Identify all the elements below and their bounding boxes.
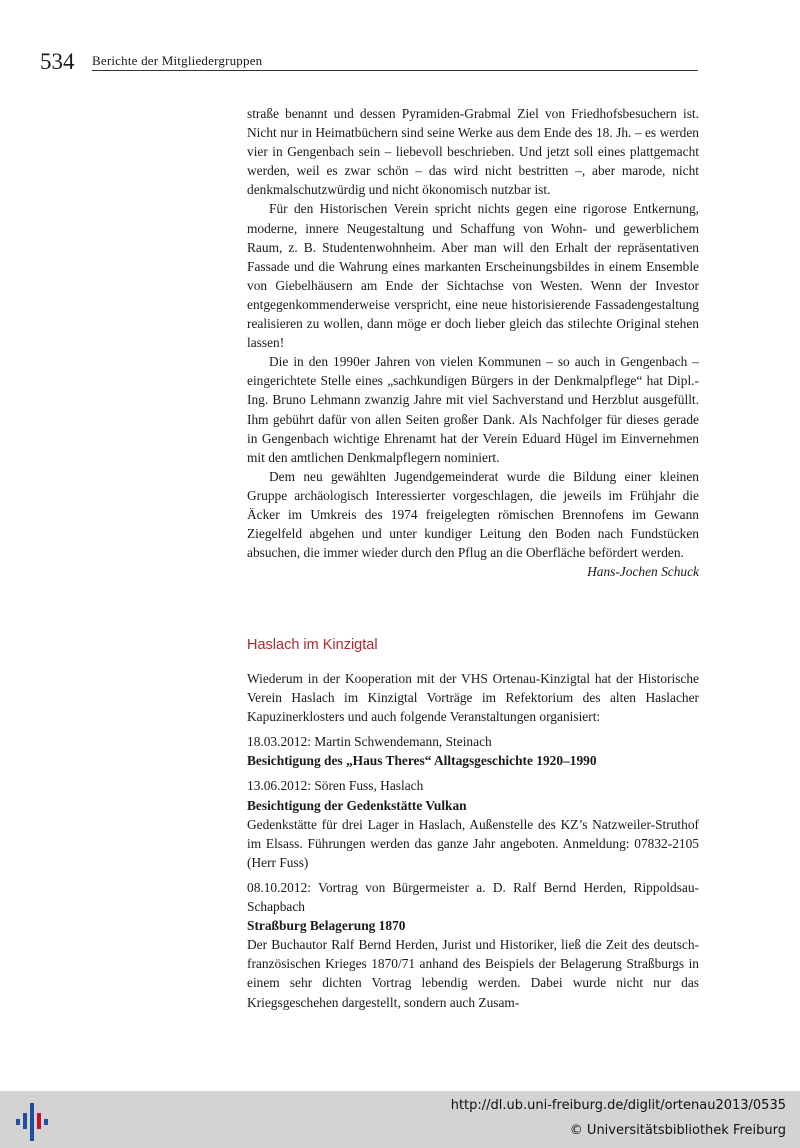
- event-title: Besichtigung des „Haus Theres“ Alltagsgeschichte 1920–1990: [247, 753, 597, 769]
- page-number: 534: [40, 49, 75, 74]
- event-entry: [247, 878, 699, 1012]
- paragraph-text: Dem neu gewählten Jugendgemeinderat wurde die Bildung einer kleinen Gruppe archäologisch Interessierter vorgeschlagen, die jeweils im Frühjahr die Äcker im Umkreis des 1974 freigelegten römischen Brennofens im Gewann Ziegelfeld abgehen und unter kundiger Leitung den Boden nach Fundstücken absuchen, die immer wieder durch den Pflug an die Oberfläche befördert werden.: [247, 468, 699, 561]
- event-title: Straßburg Belagerung 1870: [247, 918, 406, 934]
- event-entry: [247, 732, 699, 770]
- paragraph: Die in den 1990er Jahren von vielen Kommunen – so auch in Gengenbach – eingerichtete Stelle eines „sachkundigen Bürgers in der Denkmalpflege“ hat Dipl.-Ing. Bruno Lehmann zwanzig Jahre mit viel Sachverstand und Herzblut ausgefüllt. Ihm gebührt dafür von allen Seiten großer Dank. Als Nachfolger für dieses gerade in Gengenbach wichtige Ehrenamt hat der Verein Eduard Hügel im Einvernehmen mit den amtlichen Denkmalpflegern nominiert.: [247, 354, 699, 465]
- event-description: Der Buchautor Ralf Bernd Herden, Jurist und Historiker, ließ die Zeit des deutsch-französischen Krieges 1870/71 anhand des Beispiels der Belagerung Straßburgs in einem sehr dichten Vortrag lebendig werden. Dabei wurde nicht nur das Kriegsgeschehen dargestellt, sondern auch Zusam-: [247, 937, 699, 1010]
- header-rule: [92, 70, 698, 71]
- source-url-link[interactable]: http://dl.ub.uni-freiburg.de/diglit/ortenau2013/0535: [450, 1098, 786, 1113]
- event-title: Besichtigung der Gedenkstätte Vulkan: [247, 797, 467, 813]
- footer-bar: [0, 1091, 800, 1148]
- section-heading: Haslach im Kinzigtal: [247, 637, 378, 653]
- event-entry: [247, 776, 699, 871]
- running-title: Berichte der Mitgliedergruppen: [92, 53, 263, 68]
- article-gengenbach: [247, 104, 699, 581]
- library-logo-icon: [14, 1099, 50, 1143]
- copyright-text: © Universitätsbibliothek Freiburg: [569, 1123, 786, 1138]
- author-signature: Hans-Jochen Schuck: [587, 564, 699, 580]
- paragraph: [247, 467, 699, 580]
- section-intro: Wiederum in der Kooperation mit der VHS Ortenau-Kinzigtal hat der Historische Verein Haslach im Kinzigtal Vorträge im Refektorium des alten Haslacher Kapuzinerklosters und auch folgende Veranstaltungen organisiert:: [247, 671, 699, 725]
- event-date-speaker: 18.03.2012: Martin Schwendemann, Steinach: [247, 734, 492, 750]
- section-haslach: [247, 669, 699, 1012]
- paragraph: Für den Historischen Verein spricht nichts gegen eine rigorose Entkernung, moderne, innere Neugestaltung und Schaffung von Wohn- und gewerblichem Raum, z. B. Studentenwohnheim. Aber man will den Erhalt der repräsentativen Fassade und die Wahrung eines markanten Erscheinungsbildes in einem Ensemble von Giebelhäusern am Ende der Sichtachse von Westen. Wenn der Investor entgegenkommenderweise verspricht, eine neue historisierende Fassadengestaltung realisieren zu wollen, dann möge er doch lieber gleich das stilechte Original stehen lassen!: [247, 201, 699, 351]
- event-date-speaker: 13.06.2012: Sören Fuss, Haslach: [247, 778, 424, 794]
- event-description: Gedenkstätte für drei Lager in Haslach, Außenstelle des KZ’s Natzweiler-Struthof im Elsass. Führungen werden das ganze Jahr angeboten. Anmeldung: 07832-2105 (Herr Fuss): [247, 816, 699, 870]
- page-header: [40, 50, 698, 72]
- event-date-speaker: 08.10.2012: Vortrag von Bürgermeister a. D. Ralf Bernd Herden, Rippoldsau-Schapbach: [247, 879, 699, 915]
- paragraph: straße benannt und dessen Pyramiden-Grabmal Ziel von Friedhofsbesuchern ist. Nicht nur in Heimatbüchern sind seine Werke aus dem Ende des 18. Jh. – es werden vier in Gengenbach sein – liebevoll beschrieben. Und jetzt soll eines plattgemacht werden, weil es zwar schön – das wird nicht bestritten –, aber marode, nicht denkmalschutzwürdig und nicht ökonomisch nutzbar ist.: [247, 106, 699, 198]
